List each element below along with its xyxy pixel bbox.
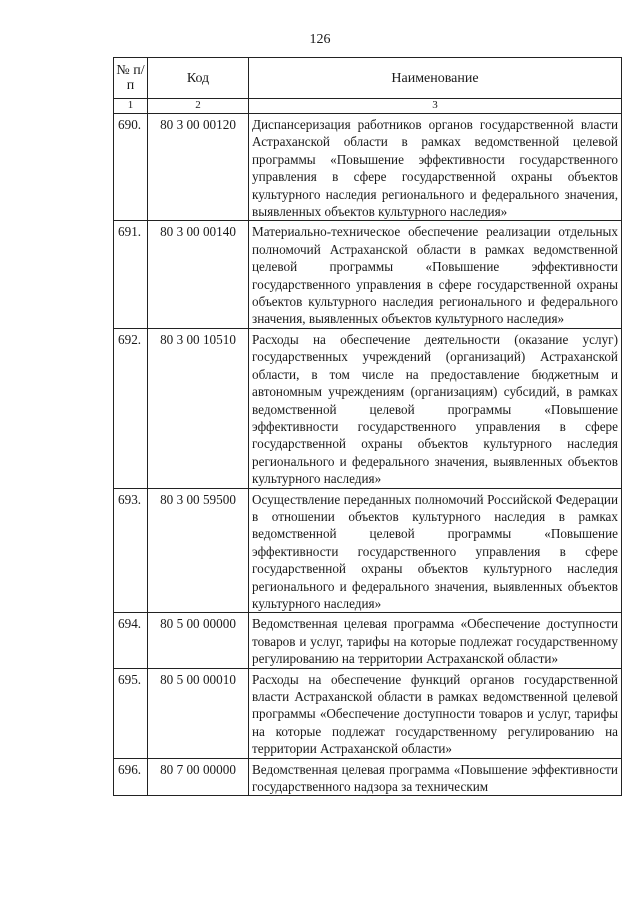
row-code: 80 3 00 10510: [148, 328, 249, 488]
row-number: 690.: [114, 114, 148, 221]
row-name: Диспансеризация работников органов государственной власти Астраханской области в рамках ведомственной целевой программы «Повышение эффективности государственного управления в сфере государственной охраны объектов культурного наследия регионального и федерального значения, выявленных объектов культурного наследия»: [249, 114, 622, 221]
header-num: № п/п: [114, 58, 148, 99]
row-name: Ведомственная целевая программа «Обеспечение доступности товаров и услуг, тарифы на которые подлежат государственному регулированию на территории Астраханской области»: [249, 613, 622, 668]
row-name: Материально-техническое обеспечение реализации отдельных полномочий Астраханской области в рамках ведомственной целевой программы «Повышение эффективности государственного управления в сфере государственной охраны объектов культурного наследия регионального и федерального значения, выявленных объектов культурного наследия»: [249, 221, 622, 328]
row-code: 80 5 00 00000: [148, 613, 249, 668]
table-row: [114, 668, 622, 758]
row-code: 80 3 00 00120: [148, 114, 249, 221]
row-name: Расходы на обеспечение деятельности (оказание услуг) государственных учреждений (организаций) Астраханской области, в том числе на предоставление бюджетным и автономным учреждениям (организациям) субсидий, в рамках ведомственной целевой программы «Повышение эффективности государственного управления в сфере государственной охраны объектов культурного наследия регионального и федерального значения, выявленных объектов культурного наследия»: [249, 328, 622, 488]
table-row: [114, 221, 622, 328]
budget-code-table: [113, 57, 622, 796]
header-name: Наименование: [249, 58, 622, 99]
row-number: 693.: [114, 488, 148, 613]
row-code: 80 3 00 59500: [148, 488, 249, 613]
row-code: 80 5 00 00010: [148, 668, 249, 758]
column-number-row: [114, 99, 622, 114]
column-number: 2: [148, 99, 249, 114]
header-code: Код: [148, 58, 249, 99]
row-number: 691.: [114, 221, 148, 328]
row-number: 694.: [114, 613, 148, 668]
row-code: 80 7 00 00000: [148, 758, 249, 796]
row-name: Осуществление переданных полномочий Российской Федерации в отношении объектов культурного наследия в рамках ведомственной целевой программы «Повышение эффективности государственного управления в сфере государственной охраны объектов культурного наследия регионального и федерального значения, выявленных объектов культурного наследия»: [249, 488, 622, 613]
table-row: [114, 114, 622, 221]
table-row: [114, 328, 622, 488]
column-number: 3: [249, 99, 622, 114]
row-number: 695.: [114, 668, 148, 758]
table-header-row: [114, 58, 622, 99]
row-number: 692.: [114, 328, 148, 488]
page-number: 126: [309, 32, 331, 47]
table-row: [114, 758, 622, 796]
table-row: [114, 613, 622, 668]
column-number: 1: [114, 99, 148, 114]
row-code: 80 3 00 00140: [148, 221, 249, 328]
row-name: Ведомственная целевая программа «Повышение эффективности государственного надзора за техническим: [249, 758, 622, 796]
row-name: Расходы на обеспечение функций органов государственной власти Астраханской области в рамках ведомственной целевой программы «Обеспечение доступности товаров и услуг, тарифы на которые подлежат государственному регулированию на территории Астраханской области»: [249, 668, 622, 758]
row-number: 696.: [114, 758, 148, 796]
table-row: [114, 488, 622, 613]
